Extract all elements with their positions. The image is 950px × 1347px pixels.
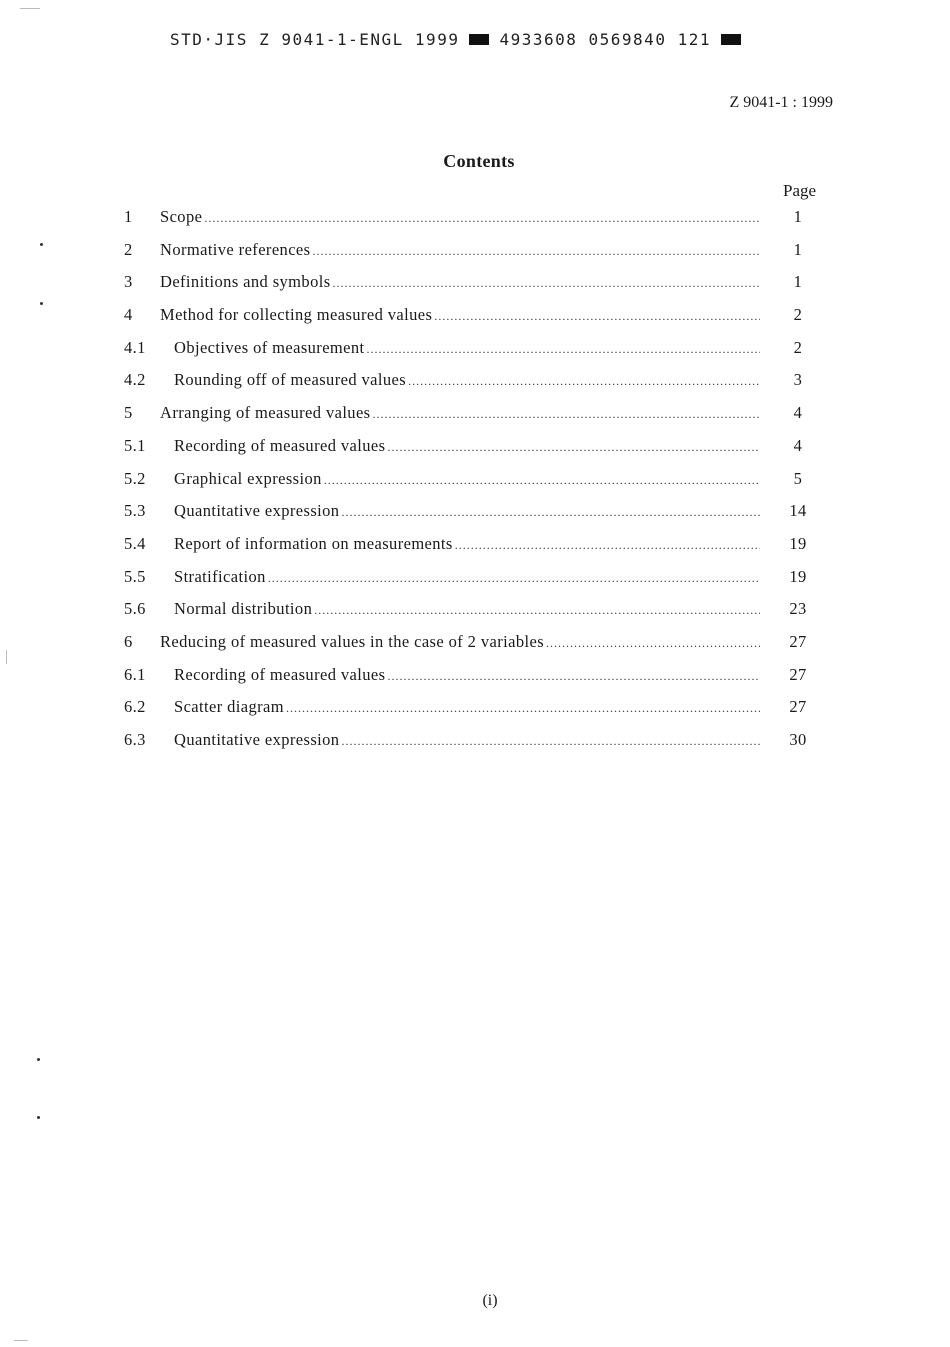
toc-dot-leader [341,505,760,520]
table-of-contents [124,207,814,763]
toc-entry-page: 1 [793,239,803,259]
toc-entry-title: Rounding off of measured values [174,370,407,390]
toc-entry[interactable] [124,370,814,403]
toc-entry-title: Recording of measured values [174,435,386,455]
toc-dot-leader [314,603,760,618]
toc-entry-page: 4 [793,435,803,455]
toc-entry-title: Normal distribution [174,599,313,619]
toc-entry[interactable] [124,272,814,305]
document-number: Z 9041-1 : 1999 [729,94,833,111]
toc-entry[interactable] [124,567,814,600]
toc-entry-page: 27 [789,631,807,651]
toc-dot-leader [434,309,760,324]
toc-entry-number: 3 [124,272,133,292]
toc-entry-page: 1 [793,207,803,226]
toc-dot-leader [286,701,760,716]
toc-entry-page: 19 [789,533,807,553]
toc-entry[interactable] [124,501,814,534]
scan-speck [40,302,43,305]
toc-entry-page: 23 [789,599,807,619]
scan-speck [37,1116,40,1119]
toc-entry-number: 5.5 [124,566,146,586]
toc-dot-leader [324,473,760,488]
toc-entry-page: 3 [793,370,803,390]
toc-dot-leader [387,440,760,455]
page-title: Contents [443,151,515,171]
scan-header-line [170,30,751,49]
toc-entry-number: 5 [124,403,133,423]
toc-entry-page: 2 [793,337,803,357]
toc-entry-number: 4 [124,305,133,325]
toc-entry-title: Scope [160,207,203,226]
toc-entry[interactable] [124,207,814,240]
toc-entry-number: 4.2 [124,370,146,390]
toc-entry-number: 2 [124,239,133,259]
scan-header-serial: 4933608 0569840 121 [499,30,711,49]
toc-entry-page: 4 [793,403,803,423]
toc-entry-title: Arranging of measured values [160,403,371,423]
toc-entry-number: 5.6 [124,599,146,619]
toc-entry-title: Quantitative expression [174,730,340,749]
scan-edge-mark [20,8,40,9]
toc-entry-page: 27 [789,664,807,684]
redaction-block-icon [721,34,741,45]
toc-dot-leader [546,636,760,651]
toc-entry[interactable] [124,469,814,502]
toc-entry[interactable] [124,436,814,469]
toc-entry-page: 5 [793,468,803,488]
toc-entry[interactable] [124,240,814,273]
footer-page-number: (i) [482,1292,498,1309]
toc-entry-page: 14 [789,501,807,521]
toc-dot-leader [312,244,760,259]
toc-entry-number: 6.2 [124,697,146,717]
toc-dot-leader [333,276,760,291]
toc-entry-title: Method for collecting measured values [160,305,433,325]
toc-entry-number: 4.1 [124,337,146,357]
toc-entry-title: Recording of measured values [174,664,386,684]
toc-entry-page: 19 [789,566,807,586]
page-column-label: Page [783,181,817,200]
toc-dot-leader [268,571,760,586]
toc-entry-page: 30 [789,730,807,749]
toc-entry-title: Report of information on measurements [174,533,453,553]
toc-entry-page: 27 [789,697,807,717]
toc-entry-title: Objectives of measurement [174,337,365,357]
toc-entry-page: 1 [793,272,803,292]
scan-speck [37,1058,40,1061]
toc-dot-leader [373,407,760,422]
toc-entry[interactable] [124,403,814,436]
toc-entry[interactable] [124,599,814,632]
toc-entry-number: 6.3 [124,730,146,749]
toc-entry-title: Graphical expression [174,468,322,488]
toc-entry-number: 1 [124,207,133,226]
toc-dot-leader [455,538,760,553]
toc-entry-title: Quantitative expression [174,501,340,521]
toc-entry[interactable] [124,665,814,698]
toc-entry-number: 5.2 [124,468,146,488]
toc-entry[interactable] [124,534,814,567]
toc-entry-title: Reducing of measured values in the case of 2 variables [160,631,545,651]
toc-entry[interactable] [124,305,814,338]
toc-entry-number: 5.4 [124,533,146,553]
scan-edge-mark [6,650,7,664]
toc-entry-number: 5.3 [124,501,146,521]
toc-entry-title: Definitions and symbols [160,272,331,292]
toc-dot-leader [204,211,760,226]
toc-entry-page: 2 [793,305,803,325]
toc-entry[interactable] [124,697,814,730]
scan-header-code: STD·JIS Z 9041-1-ENGL 1999 [170,30,460,49]
toc-entry[interactable] [124,730,814,763]
toc-entry-number: 5.1 [124,435,146,455]
toc-entry-title: Stratification [174,566,266,586]
toc-entry-number: 6 [124,631,133,651]
toc-dot-leader [367,342,760,357]
toc-entry-title: Normative references [160,239,311,259]
toc-entry[interactable] [124,338,814,371]
scan-edge-mark [14,1340,28,1341]
toc-dot-leader [387,669,760,684]
toc-dot-leader [408,374,760,389]
toc-dot-leader [341,734,760,749]
toc-entry-number: 6.1 [124,664,146,684]
toc-entry-title: Scatter diagram [174,697,284,717]
scan-speck [40,243,43,246]
toc-entry[interactable] [124,632,814,665]
redaction-block-icon [469,34,489,45]
